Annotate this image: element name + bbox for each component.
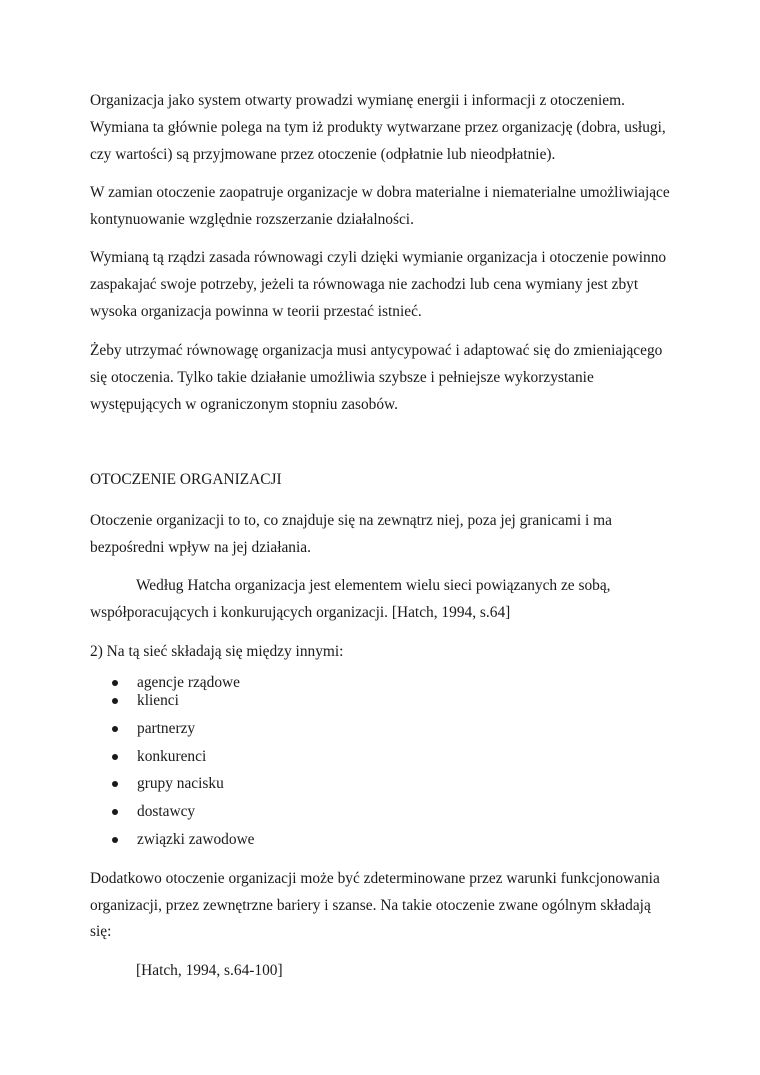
list-item: grupy nacisku <box>137 775 224 792</box>
paragraph-4-line-3: występujących w ograniczonym stopniu zasobów. <box>90 396 399 413</box>
paragraph-4-line-1: Żeby utrzymać równowagę organizacja musi antycypować i adaptować się do zmieniającego <box>90 342 663 359</box>
paragraph-1-line-3: czy wartości) są przyjmowane przez otoczenie (odpłatnie lub nieodpłatnie). <box>90 146 556 163</box>
list-item: związki zawodowe <box>137 831 255 848</box>
paragraph-7-line-3: się: <box>90 923 112 940</box>
citation: [Hatch, 1994, s.64-100] <box>136 962 283 979</box>
paragraph-2-line-1: W zamian otoczenie zaopatruje organizacje w dobra materialne i niematerialne umożliwiające <box>90 184 670 201</box>
list-item: agencje rządowe <box>137 674 240 691</box>
bullet-icon <box>112 680 118 686</box>
paragraph-1-line-1: Organizacja jako system otwarty prowadzi wymianę energii i informacji z otoczeniem. <box>90 92 625 109</box>
paragraph-1-line-2: Wymiana ta głównie polega na tym iż produkty wytwarzane przez organizację (dobra, usługi, <box>90 119 666 136</box>
paragraph-3-line-1: Wymianą tą rządzi zasada równowagi czyli dzięki wymianie organizacja i otoczenie powinno <box>90 249 667 266</box>
paragraph-5-line-2: bezpośredni wpływ na jej działania. <box>90 539 311 556</box>
paragraph-7-line-1: Dodatkowo otoczenie organizacji może być zdeterminowane przez warunki funkcjonowania <box>90 870 660 887</box>
list-item: dostawcy <box>137 803 196 820</box>
paragraph-7-line-2: organizacji, przez zewnętrzne bariery i szanse. Na takie otoczenie zwane ogólnym składają <box>90 897 651 914</box>
list-item: klienci <box>137 692 179 709</box>
bullet-icon <box>112 781 118 787</box>
paragraph-6-line-1: Według Hatcha organizacja jest elementem wielu sieci powiązanych ze sobą, <box>136 577 611 594</box>
paragraph-6-line-2: współporacujących i konkurujących organizacji. [Hatch, 1994, s.64] <box>90 604 511 621</box>
bullet-icon <box>112 726 118 732</box>
list-item: partnerzy <box>137 720 196 737</box>
paragraph-3-line-3: wysoka organizacja powinna w teorii przestać istnieć. <box>90 303 422 320</box>
list-item: konkurenci <box>137 748 207 765</box>
paragraph-2-line-2: kontynuowanie względnie rozszerzanie działalności. <box>90 211 414 228</box>
bullet-icon <box>112 809 118 815</box>
bullet-icon <box>112 698 118 704</box>
paragraph-5-line-1: Otoczenie organizacji to to, co znajduje się na zewnątrz niej, poza jej granicami i ma <box>90 512 612 529</box>
paragraph-4-line-2: się otoczenia. Tylko takie działanie umożliwia szybsze i pełniejsze wykorzystanie <box>90 369 594 386</box>
paragraph-3-line-2: zaspakajać swoje potrzeby, jeżeli ta równowaga nie zachodzi lub cena wymiany jest zbyt <box>90 276 639 293</box>
bullet-icon <box>112 837 118 843</box>
list-intro: 2) Na tą sieć składają się między innymi: <box>90 643 344 660</box>
section-heading: OTOCZENIE ORGANIZACJI <box>90 471 282 488</box>
bullet-icon <box>112 754 118 760</box>
